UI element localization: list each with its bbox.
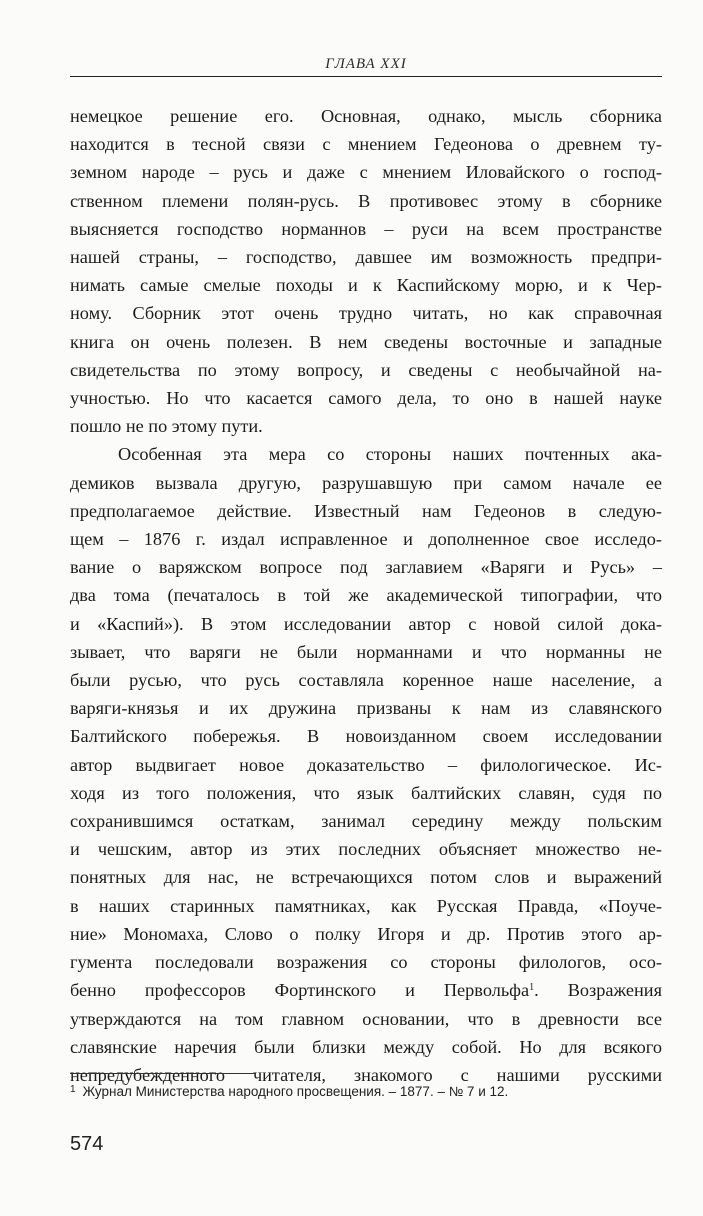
footnote-mark: 1	[70, 1084, 76, 1095]
running-title: ГЛАВА XXI	[325, 56, 407, 72]
text-segment: . Возражения	[534, 980, 662, 1001]
text-line: непредубежденного читателя, знакомого с нашими русскими	[70, 1064, 662, 1085]
text-line: немецкое решение его. Основная, однако, мысль сборника	[70, 106, 662, 126]
text-line: были русью, что русь составляла коренное наше население, а	[70, 670, 662, 691]
text-line: предполагаемое действие. Известный нам Гедеонов в следую-	[70, 500, 662, 521]
footnote-text: Журнал Министерства народного просвещения. – 1877. – № 7 и 12.	[82, 1084, 509, 1099]
text-line: в наших старинных памятниках, как Русская Правда, «Поуче-	[70, 895, 662, 916]
text-line: и чешским, автор из этих последних объясняет множество не-	[70, 839, 662, 860]
text-line: Особенная эта мера со стороны наших почтенных ака-	[118, 444, 662, 465]
text-line: понятных для нас, не встречающихся потом слов и выражений	[70, 867, 662, 888]
text-line: и «Каспий»). В этом исследовании автор с новой силой дока-	[70, 613, 662, 634]
text-line: вание о варяжском вопросе под заглавием «Варяги и Русь» –	[70, 557, 662, 578]
text-line: учностью. Но что касается самого дела, то оно в нашей науке	[70, 388, 662, 409]
footnote-rule	[70, 1073, 256, 1074]
text-line: автор выдвигает новое доказательство – филологическое. Ис-	[70, 754, 662, 775]
text-line-with-footnote	[70, 976, 662, 1004]
text-line: ходя из того положения, что язык балтийских славян, судя по	[70, 782, 662, 803]
text-line: нимать самые смелые походы и к Каспийскому морю, и к Чер-	[70, 275, 662, 296]
text-line: варяги-князья и их дружина призваны к нам из славянского	[70, 698, 662, 719]
text-line: гумента последовали возражения со стороны филологов, осо-	[70, 952, 662, 973]
text-line: земном народе – русь и даже с мнением Иловайского о господ-	[70, 162, 662, 183]
text-line: ному. Сборник этот очень трудно читать, но как справочная	[70, 303, 662, 324]
page-number: 574	[70, 1133, 104, 1155]
text-line: нашей страны, – господство, давшее им возможность предпри-	[70, 247, 662, 268]
text-line: два тома (печаталось в той же академической типографии, что	[70, 585, 662, 606]
text-line: пошло не по этому пути.	[70, 416, 263, 437]
text-line: утверждаются на том главном основании, что в древности все	[70, 1008, 662, 1029]
text-line: Балтийского побережья. В новоизданном своем исследовании	[70, 726, 662, 747]
text-line: славянские наречия были близки между собой. Но для всякого	[70, 1036, 662, 1057]
text-line: зывает, что варяги не были норманнами и что норманны не	[70, 641, 662, 662]
text-segment: бенно профессоров Фортинского и Первольфа	[70, 980, 530, 1001]
header-rule	[70, 76, 662, 77]
text-line: находится в тесной связи с мнением Гедеонова о древнем ту-	[70, 134, 662, 155]
text-line: свидетельства по этому вопросу, и сведены с необычайной на-	[70, 359, 662, 380]
text-line: книга он очень полезен. В нем сведены восточные и западные	[70, 331, 662, 352]
text-line: выясняется господство норманнов – руси на всем пространстве	[70, 218, 662, 239]
text-line: демиков вызвала другую, разрушавшую при самом начале ее	[70, 472, 662, 493]
text-line: ственном племени полян-русь. В противовес этому в сборнике	[70, 190, 662, 211]
footnote	[70, 1084, 662, 1099]
main-text	[70, 102, 662, 1089]
text-line: сохранившимся остаткам, занимал середину между польским	[70, 811, 662, 832]
footnote-reference[interactable]: 1	[529, 982, 535, 994]
text-line: щем – 1876 г. издал исправленное и дополненное свое исследо-	[70, 529, 662, 550]
text-line: ние» Мономаха, Слово о полку Игоря и др. Против этого ар-	[70, 923, 662, 944]
